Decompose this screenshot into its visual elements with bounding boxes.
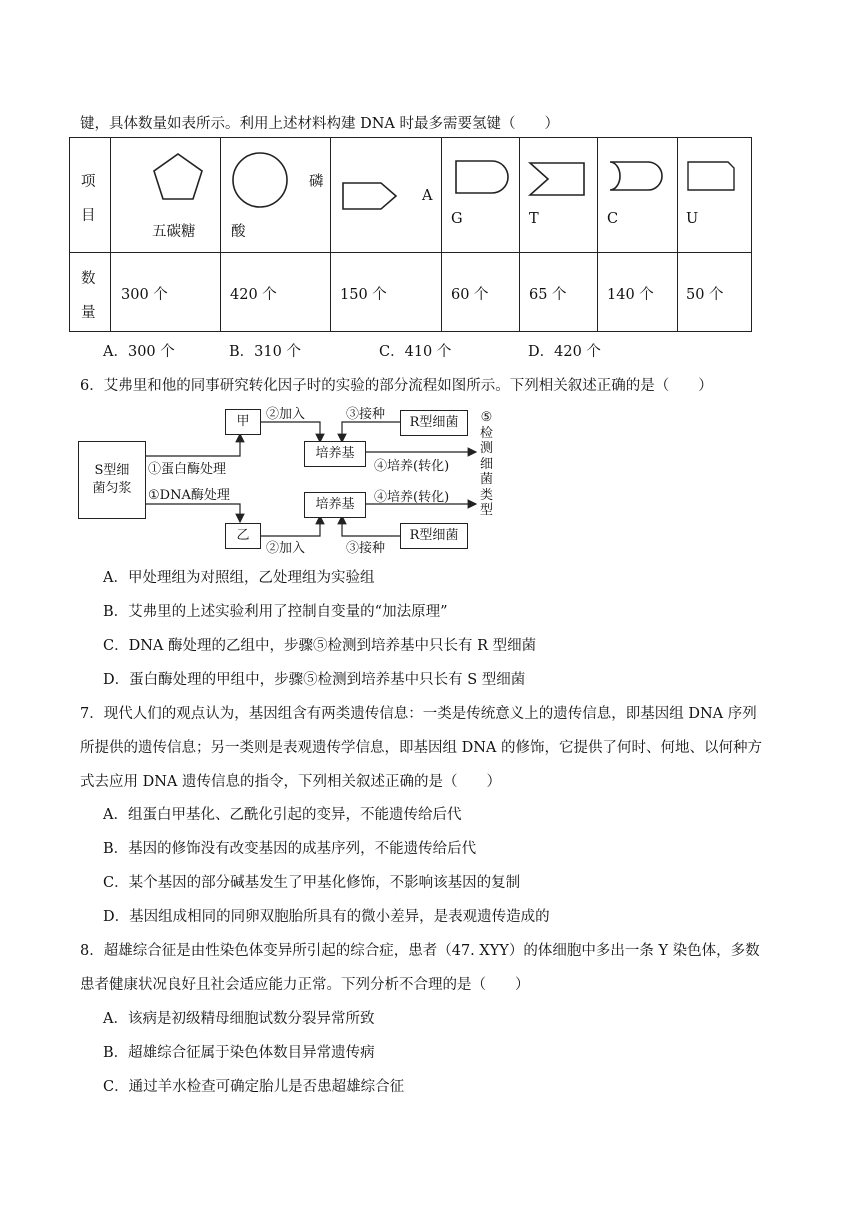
- q7-option-c[interactable]: C．某个基因的部分碱基发生了甲基化修饰，不影响该基因的复制: [103, 875, 521, 891]
- q6-stem: 6．艾弗里和他的同事研究转化因子时的实验的部分流程如图所示。下列相关叙述正确的是（ ）: [80, 378, 713, 394]
- r-strain-box-bottom: R型细菌: [400, 523, 468, 549]
- r-strain-box-top: R型细菌: [400, 410, 468, 436]
- source-box: S型细 菌匀浆: [78, 441, 146, 519]
- q8-stem-line-2: 患者健康状况良好且社会适应能力正常。下列分析不合理的是（ ）: [80, 977, 530, 993]
- cut-corner-cell: U: [678, 138, 752, 253]
- header-label-cell: 项 目: [70, 138, 111, 253]
- pentagon-icon: [152, 152, 204, 204]
- medium-box-bottom: 培养基: [304, 492, 366, 518]
- protease-label: ①蛋白酶处理: [148, 462, 227, 477]
- cut-corner-icon: [686, 160, 736, 192]
- concave-rounded-cell: C: [598, 138, 678, 253]
- q7-stem-line-2: 所提供的遗传信息；另一类则是表观遗传学信息，即基因组 DNA 的修饰，它提供了何时、何地、以何种方: [80, 740, 762, 756]
- q7-stem-line-1: 7．现代人们的观点认为，基因组含有两类遗传信息：一类是传统意义上的遗传信息，即基因组 DNA 序列: [80, 706, 757, 722]
- count-cell: 140 个: [598, 253, 678, 332]
- q5-option-b[interactable]: B．310 个: [229, 344, 301, 360]
- q7-option-a[interactable]: A．组蛋白甲基化、乙酰化引起的变异，不能遗传给后代: [103, 807, 462, 823]
- q8-option-a[interactable]: A．该病是初级精母细胞试数分裂异常所致: [103, 1011, 375, 1027]
- notched-rect-cell: T: [520, 138, 598, 253]
- count-cell: 150 个: [331, 253, 442, 332]
- circle-cell: 磷 酸: [221, 138, 331, 253]
- count-cell: 420 个: [221, 253, 331, 332]
- medium-box-top: 培养基: [304, 441, 366, 467]
- add-label-top: ②加入: [266, 407, 306, 422]
- rounded-right-cell: G: [442, 138, 520, 253]
- count-cell: 300 个: [111, 253, 221, 332]
- q6-option-b[interactable]: B．艾弗里的上述实验利用了控制自变量的“加法原理”: [103, 604, 448, 620]
- count-cell: 50 个: [678, 253, 752, 332]
- q5-stem: 键，具体数量如表所示。利用上述材料构建 DNA 时最多需要氢键（ ）: [80, 116, 559, 132]
- culture-label-bottom: ④培养(转化): [374, 490, 450, 505]
- q6-option-a[interactable]: A．甲处理组为对照组，乙处理组为实验组: [103, 570, 375, 586]
- rounded-right-icon: [454, 159, 510, 195]
- detect-label: ⑤ 检 测 细 菌 类 型: [480, 410, 494, 518]
- arrow-pentagon-cell: A: [331, 138, 442, 253]
- group-jia-box: 甲: [225, 409, 261, 435]
- arrow-pentagon-icon: [341, 181, 399, 211]
- q5-option-d[interactable]: D．420 个: [528, 344, 601, 360]
- q7-option-d[interactable]: D．基因组成相同的同卵双胞胎所具有的微小差异，是表观遗传造成的: [103, 909, 550, 925]
- circle-icon: [231, 151, 289, 209]
- inoc-label-top: ③接种: [346, 407, 386, 422]
- count-cell: 60 个: [442, 253, 520, 332]
- add-label-bottom: ②加入: [266, 541, 306, 556]
- inoc-label-bottom: ③接种: [346, 541, 386, 556]
- q7-stem-line-3: 式去应用 DNA 遗传信息的指令，下列相关叙述正确的是（ ）: [80, 774, 502, 790]
- q8-option-b[interactable]: B．超雄综合征属于染色体数目异常遗传病: [103, 1045, 375, 1061]
- notched-rect-icon: [528, 161, 588, 197]
- dnase-label: ①DNA酶处理: [148, 488, 230, 503]
- pentagon-cell: 五碳糖: [111, 138, 221, 253]
- q8-option-c[interactable]: C．通过羊水检查可确定胎儿是否患超雄综合征: [103, 1079, 405, 1095]
- group-yi-box: 乙: [225, 523, 261, 549]
- q5-option-a[interactable]: A．300 个: [103, 344, 175, 360]
- q5-option-c[interactable]: C．410 个: [379, 344, 452, 360]
- q5-table: [69, 137, 752, 332]
- q6-option-d[interactable]: D．蛋白酶处理的甲组中，步骤⑤检测到培养基中只长有 S 型细菌: [103, 672, 526, 688]
- count-cell: 65 个: [520, 253, 598, 332]
- q6-option-c[interactable]: C．DNA 酶处理的乙组中，步骤⑤检测到培养基中只长有 R 型细菌: [103, 638, 537, 654]
- q8-stem-line-1: 8．超雄综合征是由性染色体变异所引起的综合症，患者（47. XYY）的体细胞中多出一条 Y 染色体，多数: [80, 943, 760, 959]
- culture-label-top: ④培养(转化): [374, 459, 450, 474]
- concave-rounded-icon: [608, 160, 666, 192]
- q7-option-b[interactable]: B．基因的修饰没有改变基因的成基序列，不能遗传给后代: [103, 841, 477, 857]
- count-label-cell: 数 量: [70, 253, 111, 332]
